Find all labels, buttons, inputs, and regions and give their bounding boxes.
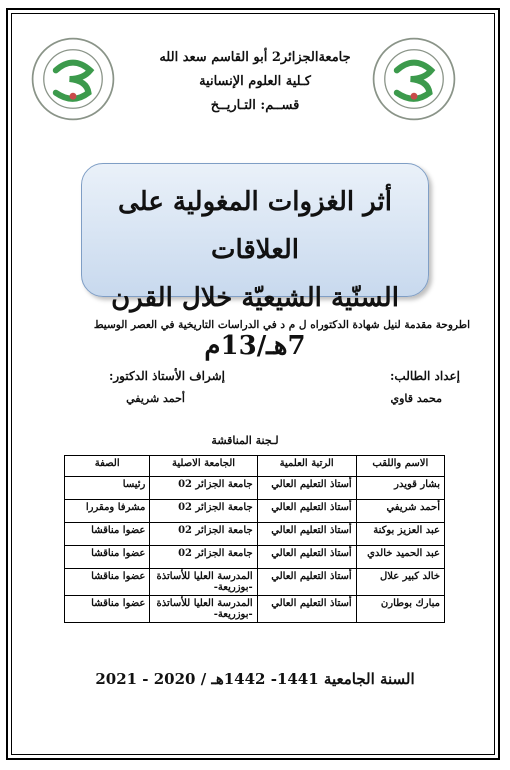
table-row [65,546,445,569]
member-name: عبد الحميد خالدي [356,546,444,569]
header-role: الصفة [65,456,150,477]
member-rank: أستاذ التعليم العالي [257,500,356,523]
student-label: إعداد الطالب: [389,369,460,383]
student-name: محمد قاوي [390,392,442,405]
institution-header [140,46,370,118]
supervisor-label: إشراف الأستاذ الدكتور: [108,369,225,383]
member-name: مبارك بوطارن [356,596,444,623]
member-role: عضوا مناقشا [65,546,150,569]
university-name: جامعةالجزائر2 أبو القاسم سعد الله [159,50,351,65]
member-name: خالد كبير علال [356,569,444,596]
member-university: المدرسة العليا للأساتذة -بوزريعة- [150,569,257,596]
university-logo-left [30,36,116,122]
table-row [65,569,445,596]
member-rank: أستاذ التعليم العالي [257,546,356,569]
member-university: جامعة الجزائر 02 [150,477,257,500]
academic-year: السنة الجامعية 1441- 1442هـ / 2020 - 2021 [95,670,415,688]
member-role: عضوا مناقشا [65,596,150,623]
header-university: الجامعة الاصلية [150,456,257,477]
member-rank: أستاذ التعليم العالي [257,596,356,623]
member-rank: أستاذ التعليم العالي [257,569,356,596]
department-name: قســم: التـاريــخ [210,98,300,113]
page-border-inner [11,13,495,755]
header-rank: الرتبة العلمية [257,456,356,477]
member-university: جامعة الجزائر 02 [150,523,257,546]
table-row [65,477,445,500]
member-role: مشرفا ومقررا [65,500,150,523]
member-role: عضوا مناقشا [65,523,150,546]
faculty-name: كـلية العلوم الإنسانية [199,74,311,89]
member-name: أحمد شريفي [356,500,444,523]
thesis-title-line-2: السنّية الشيعيّة خلال القرن 7هـ/13م [111,283,399,361]
member-rank: أستاذ التعليم العالي [257,477,356,500]
member-role: عضوا مناقشا [65,569,150,596]
table-row [65,596,445,623]
committee-table-header [65,456,445,477]
member-name: عبد العزيز بوكنة [356,523,444,546]
header-name: الاسم واللقب [356,456,444,477]
member-role: رئيسا [65,477,150,500]
committee-title: لـجنة المناقشة [211,434,279,447]
thesis-subtitle: اطروحة مقدمة لنيل شهادة الدكتوراه ل م د في الدراسات التاريخية في العصر الوسيط [93,319,470,331]
university-logo-right [371,36,457,122]
member-rank: أستاذ التعليم العالي [257,523,356,546]
member-university: جامعة الجزائر 02 [150,546,257,569]
thesis-title-line-1: أثر الغزوات المغولية على العلاقات [118,187,392,265]
member-university: جامعة الجزائر 02 [150,500,257,523]
member-university: المدرسة العليا للأساتذة -بوزريعة- [150,596,257,623]
supervisor-name: أحمد شريفي [126,392,185,405]
table-row [65,523,445,546]
table-row [65,500,445,523]
committee-table [64,455,445,623]
member-name: بشار قويدر [356,477,444,500]
